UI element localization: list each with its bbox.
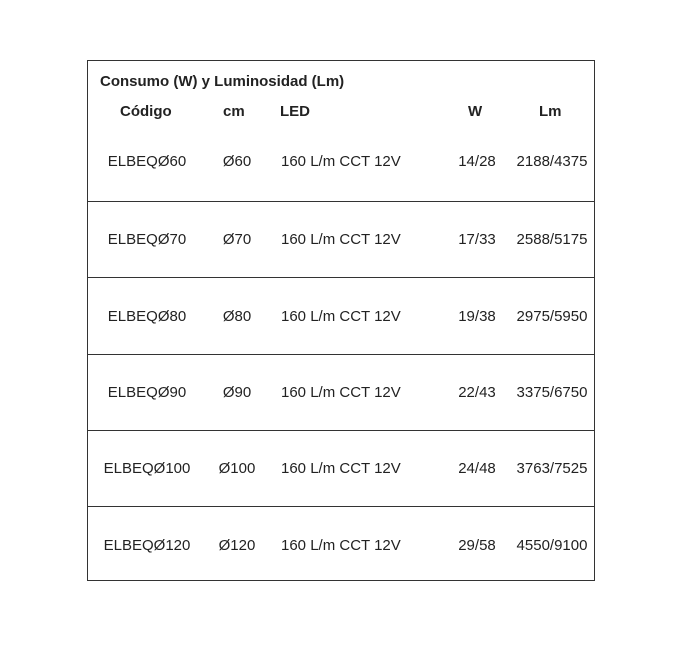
cell-lm: 2588/5175: [516, 231, 588, 248]
cell-led: 160 L/m CCT 12V: [281, 384, 401, 401]
header-cm: cm: [223, 103, 245, 120]
header-row: [88, 103, 594, 123]
header-code: Código: [120, 103, 172, 120]
cell-code: ELBEQØ120: [103, 537, 191, 554]
cell-code: ELBEQØ80: [107, 308, 187, 325]
cell-lm: 3375/6750: [516, 384, 588, 401]
table-row: [88, 430, 594, 507]
cell-led: 160 L/m CCT 12V: [281, 231, 401, 248]
cell-cm: Ø80: [222, 308, 252, 325]
cell-cm: Ø70: [222, 231, 252, 248]
cell-w: 24/48: [458, 460, 496, 477]
table-row: [88, 506, 594, 582]
cell-code: ELBEQØ90: [107, 384, 187, 401]
cell-w: 19/38: [458, 308, 496, 325]
cell-code: ELBEQØ60: [107, 153, 187, 170]
cell-w: 14/28: [458, 153, 496, 170]
cell-cm: Ø90: [222, 384, 252, 401]
cell-lm: 2975/5950: [516, 308, 588, 325]
cell-cm: Ø100: [218, 460, 256, 477]
table-row: [88, 277, 594, 355]
cell-led: 160 L/m CCT 12V: [281, 460, 401, 477]
cell-led: 160 L/m CCT 12V: [281, 537, 401, 554]
header-lm: Lm: [539, 103, 562, 120]
cell-cm: Ø120: [218, 537, 256, 554]
cell-led: 160 L/m CCT 12V: [281, 308, 401, 325]
header-led: LED: [280, 103, 310, 120]
table-row: [88, 354, 594, 431]
cell-lm: 2188/4375: [516, 153, 588, 170]
cell-led: 160 L/m CCT 12V: [281, 153, 401, 170]
cell-lm: 4550/9100: [516, 537, 588, 554]
cell-w: 22/43: [458, 384, 496, 401]
spec-table: [87, 60, 595, 581]
table-row: [88, 201, 594, 278]
header-w: W: [468, 103, 483, 120]
cell-cm: Ø60: [222, 153, 252, 170]
cell-w: 29/58: [458, 537, 496, 554]
cell-lm: 3763/7525: [516, 460, 588, 477]
cell-code: ELBEQØ100: [103, 460, 191, 477]
cell-code: ELBEQØ70: [107, 231, 187, 248]
cell-w: 17/33: [458, 231, 496, 248]
table-title: Consumo (W) y Luminosidad (Lm): [100, 73, 345, 90]
